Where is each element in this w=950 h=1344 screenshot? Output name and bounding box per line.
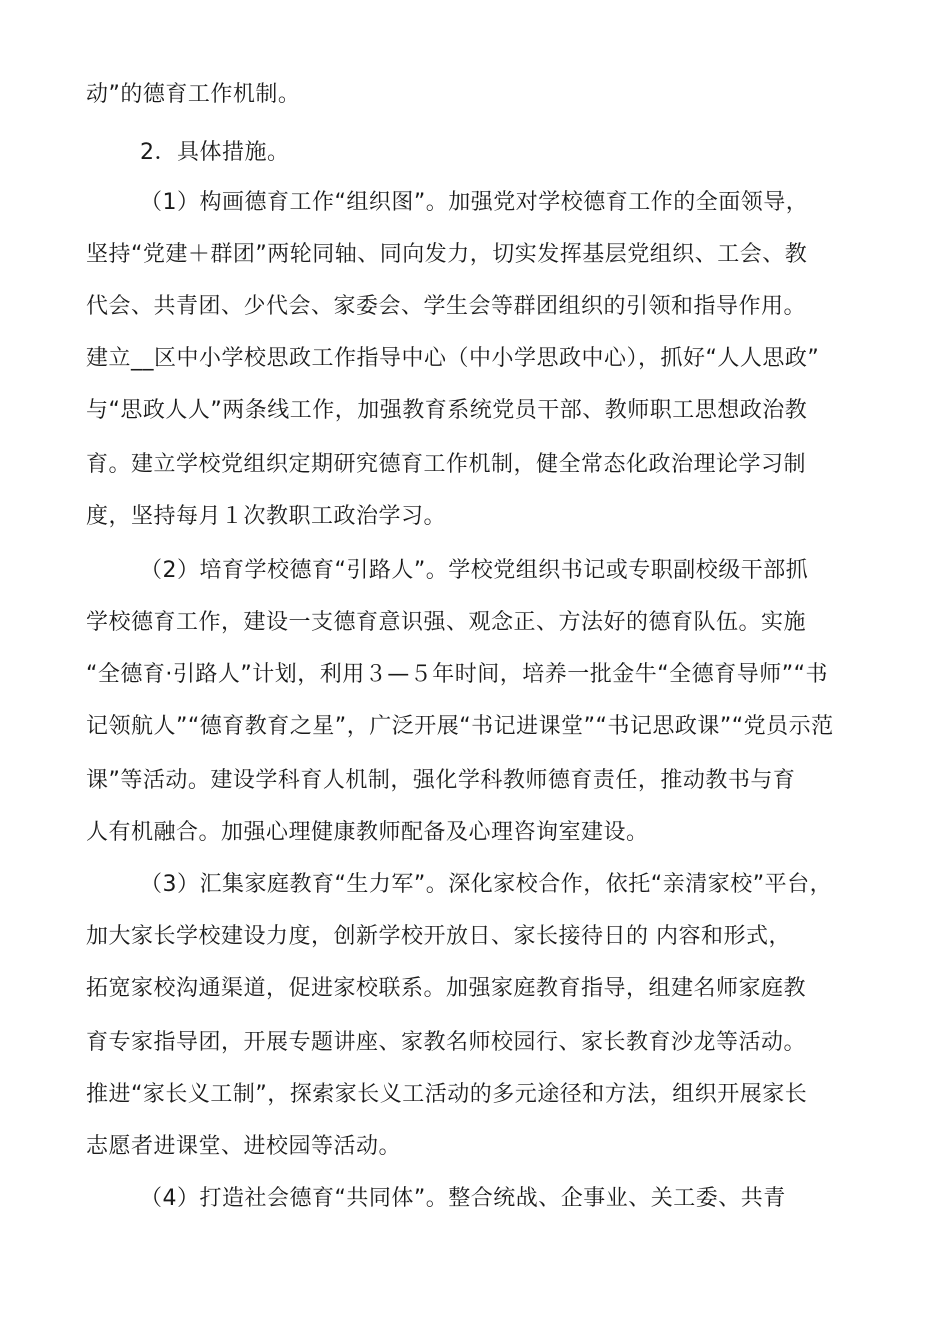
- text-line: 人有机融合。加强心理健康教师配备及心理咨询室建设。: [86, 820, 649, 845]
- text-line: 志愿者进课堂、进校园等活动。: [86, 1134, 402, 1159]
- text-line: “全德育·引路人”计划，利用３—５年时间，培养一批金牛“全德育导师”“书: [86, 662, 828, 687]
- text-line: 建立__区中小学校思政工作指导中心（中小学思政中心），抓好“人人思政”: [86, 346, 820, 371]
- text-line: 坚持“党建＋群团”两轮同轴、同向发力，切实发挥基层党组织、工会、教: [86, 242, 808, 267]
- text-line: 记领航人”“德育教育之星”，广泛开展“书记进课堂”“书记思政课”“党员示范: [86, 714, 834, 739]
- text-line: 加大家长学校建设力度，创新学校开放日、家长接待日的 内容和形式，: [86, 924, 791, 949]
- text-line: （1）构画德育工作“组织图”。加强党对学校德育工作的全面领导，: [140, 190, 809, 215]
- text-line: 度，坚持每月１次教职工政治学习。: [86, 504, 447, 529]
- text-line: 课”等活动。建设学科育人机制，强化学科教师德育责任，推动教书与育: [86, 768, 796, 793]
- section-heading: 2．具体措施。: [140, 140, 290, 165]
- text-line: 育。建立学校党组织定期研究德育工作机制，健全常态化政治理论学习制: [86, 452, 807, 477]
- text-line: 与“思政人人”两条线工作，加强教育系统党员干部、教师职工思想政治教: [86, 398, 808, 423]
- text-line: 代会、共青团、少代会、家委会、学生会等群团组织的引领和指导作用。: [86, 294, 807, 319]
- text-line: （2）培育学校德育“引路人”。学校党组织书记或专职副校级干部抓: [140, 558, 809, 583]
- text-line: 育专家指导团，开展专题讲座、家教名师校园行、家长教育沙龙等活动。: [86, 1030, 807, 1055]
- text-line: 学校德育工作，建设一支德育意识强、观念正、方法好的德育队伍。实施: [86, 610, 807, 635]
- text-line: （4）打造社会德育“共同体”。整合统战、企事业、关工委、共青: [140, 1186, 786, 1211]
- text-line: 拓宽家校沟通渠道，促进家校联系。加强家庭教育指导，组建名师家庭教: [86, 976, 807, 1001]
- text-line: 动”的德育工作机制。: [86, 82, 301, 107]
- text-line: （3）汇集家庭教育“生力军”。深化家校合作，依托“亲清家校”平台，: [140, 872, 833, 897]
- text-line: 推进“家长义工制”，探索家长义工活动的多元途径和方法，组织开展家长: [86, 1082, 808, 1107]
